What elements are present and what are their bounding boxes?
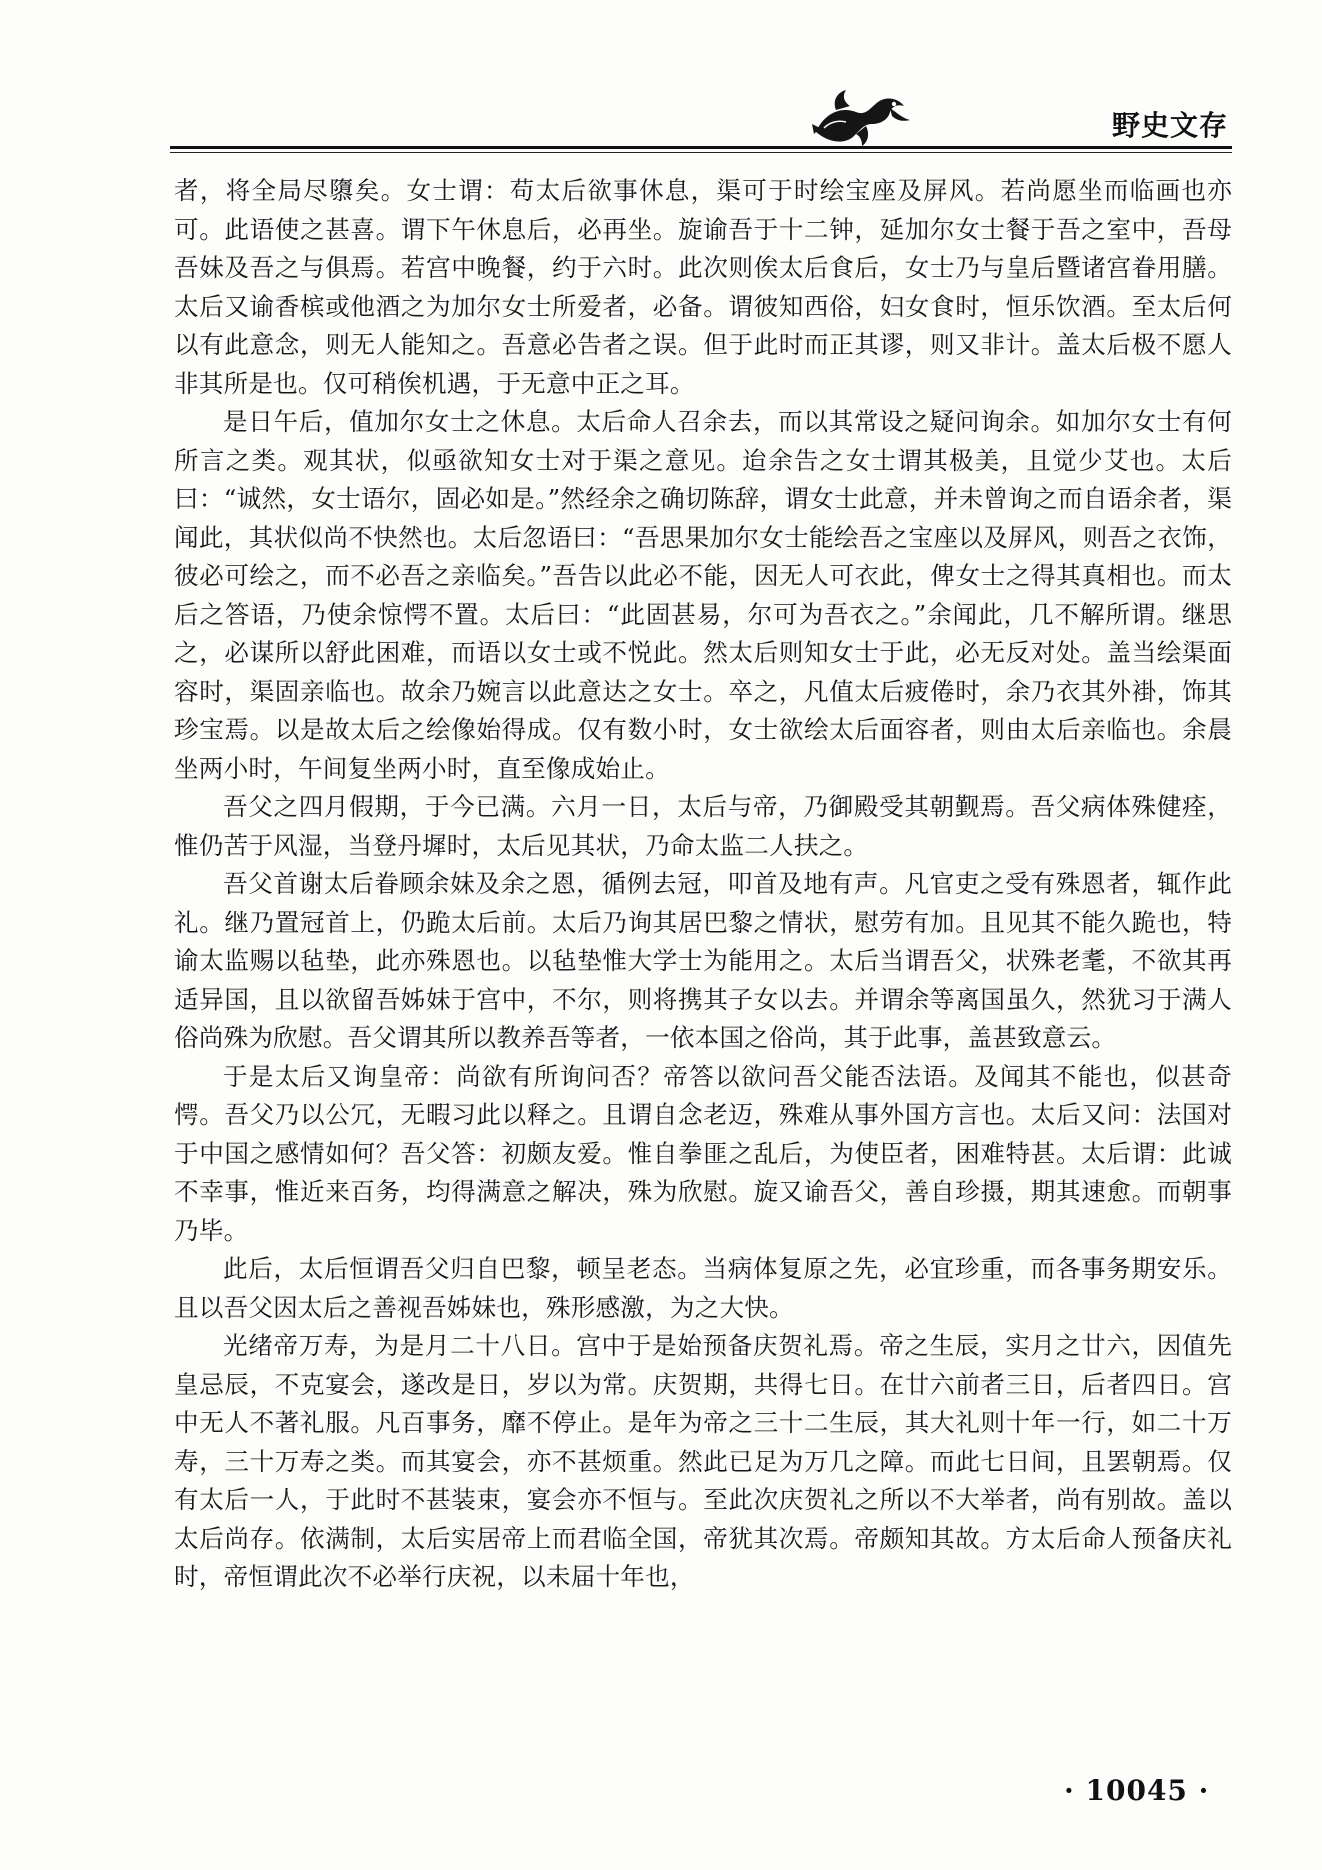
header-rule-thin — [170, 152, 1232, 153]
dragon-emblem-icon — [806, 84, 916, 150]
paragraph-3: 吾父之四月假期，于今已满。六月一日，太后与帝，乃御殿受其朝觐焉。吾父病体殊健痊，惟仍苦于风湿，当登丹墀时，太后见其状，乃命太监二人扶之。 — [174, 792, 1232, 860]
page-number: · 10045 · — [1064, 1774, 1210, 1807]
book-title: 野史文存 — [1111, 109, 1228, 142]
paragraph-6: 此后，太后恒谓吾父归自巴黎，顿呈老态。当病体复原之先，必宜珍重，而各事务期安乐。且以吾父因太后之善视吾姊妹也，殊形感激，为之大快。 — [174, 1254, 1232, 1322]
header-rule — [170, 146, 1232, 149]
paragraph-5: 于是太后又询皇帝：尚欲有所询问否？帝答以欲问吾父能否法语。及闻其不能也，似甚奇愕。吾父乃以公冗，无暇习此以释之。且谓自念老迈，殊难从事外国方言也。太后又问：法国对于中国之感情如何？吾父答：初颇友爱。惟自拳匪之乱后，为使臣者，困难特甚。太后谓：此诚不幸事，惟近来百务，均得满意之解决，殊为欣慰。旋又谕吾父，善自珍摄，期其速愈。而朝事乃毕。 — [174, 1061, 1232, 1245]
paragraph-4: 吾父首谢太后眷顾余妹及余之恩，循例去冠，叩首及地有声。凡官吏之受有殊恩者，辄作此礼。继乃置冠首上，仍跪太后前。太后乃询其居巴黎之情状，慰劳有加。且见其不能久跪也，特谕太监赐以毡垫，此亦殊恩也。以毡垫惟大学士为能用之。太后当谓吾父，状殊老耄，不欲其再适异国，且以欲留吾姊妹于宫中，不尔，则将携其子女以去。并谓余等离国虽久，然犹习于满人俗尚殊为欣慰。吾父谓其所以教养吾等者，一依本国之俗尚，其于此事，盖甚致意云。 — [174, 869, 1232, 1052]
paragraph-1: 者，将全局尽隳矣。女士谓：苟太后欲事休息，渠可于时绘宝座及屏风。若尚愿坐而临画也亦可。此语使之甚喜。谓下午休息后，必再坐。旋谕吾于十二钟，延加尔女士餐于吾之室中，吾母吾妹及吾之与俱焉。若宫中晚餐，约于六时。此次则俟太后食后，女士乃与皇后暨诸宫眷用膳。太后又谕香槟或他酒之为加尔女士所爱者，必备。谓彼知西俗，妇女食时，恒乐饮酒。至太后何以有此意念，则无人能知之。吾意必告者之误。但于此时而正其谬，则又非计。盖太后极不愿人非其所是也。仅可稍俟机遇，于无意中正之耳。 — [174, 176, 1232, 398]
body-text — [174, 172, 1232, 1597]
paragraph-2: 是日午后，值加尔女士之休息。太后命人召余去，而以其常设之疑问询余。如加尔女士有何所言之类。观其状，似亟欲知女士对于渠之意见。迨余告之女士谓其极美，且觉少艾也。太后曰：“诚然，女士语尔，固必如是。”然经余之确切陈辞，谓女士此意，并未曾询之而自语余者，渠闻此，其状似尚不快然也。太后忽语曰：“吾思果加尔女士能绘吾之宝座以及屏风，则吾之衣饰，彼必可绘之，而不必吾之亲临矣。”吾告以此必不能，因无人可衣此，俾女士之得其真相也。而太后之答语，乃使余惊愕不置。太后曰：“此固甚易，尔可为吾衣之。”余闻此，几不解所谓。继思之，必谋所以舒此困难，而语以女士或不悦此。然太后则知女士于此，必无反对处。盖当绘渠面容时，渠固亲临也。故余乃婉言以此意达之女士。卒之，凡值太后疲倦时，余乃衣其外褂，饰其珍宝焉。以是故太后之绘像始得成。仅有数小时，女士欲绘太后面容者，则由太后亲临也。余晨坐两小时，午间复坐两小时，直至像成始止。 — [174, 407, 1232, 783]
paragraph-7: 光绪帝万寿，为是月二十八日。宫中于是始预备庆贺礼焉。帝之生辰，实月之廿六，因值先皇忌辰，不克宴会，遂改是日，岁以为常。庆贺期，共得七日。在廿六前者三日，后者四日。宫中无人不著礼服。凡百事务，靡不停止。是年为帝之三十二生辰，其大礼则十年一行，如二十万寿，三十万寿之类。而其宴会，亦不甚烦重。然此已足为万几之障。而此七日间，且罢朝焉。仅有太后一人，于此时不甚装束，宴会亦不恒与。至此次庆贺礼之所以不大举者，尚有别故。盖以太后尚存。依满制，太后实居帝上而君临全国，帝犹其次焉。帝颇知其故。方太后命人预备庆礼时，帝恒谓此次不必举行庆祝，以未届十年也， — [174, 1331, 1232, 1591]
page-header — [170, 78, 1232, 158]
